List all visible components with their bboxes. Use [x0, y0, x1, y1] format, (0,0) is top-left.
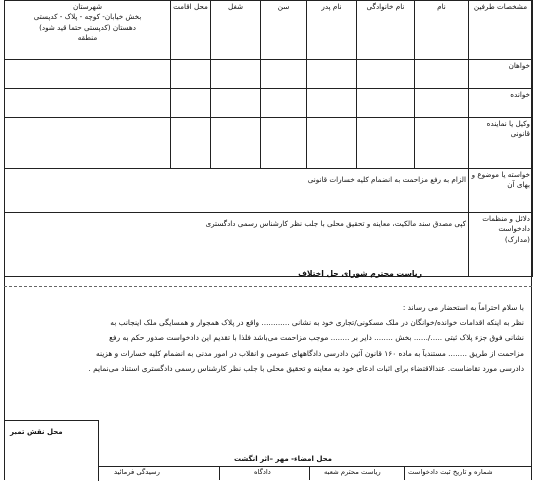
letter-greeting: با سلام احتراماً به استحضار می رساند : [402, 303, 524, 312]
request-value[interactable]: الزام به رفع مزاحمت به انضمام کلیه خسارات قانونی [5, 169, 469, 213]
table-header-row [5, 1, 533, 60]
table-row [5, 213, 533, 277]
header-job: شغل [211, 1, 261, 60]
row-label-evidence: دلائل و منظمات دادخواست (مدارک) [469, 213, 533, 277]
header-family: نام خانوادگی [357, 1, 415, 60]
table-row [5, 89, 533, 118]
cell[interactable] [357, 60, 415, 89]
evidence-value[interactable]: کپی مصدق سند مالکیت، معاینه و تحقیق محلی با جلب نظر کارشناس رسمی دادگستری [5, 213, 469, 277]
cell[interactable] [171, 118, 211, 169]
cell[interactable] [261, 118, 307, 169]
cell[interactable] [5, 89, 171, 118]
header-age: سن [261, 1, 307, 60]
court-cell: دادگاه [254, 468, 271, 476]
stamp-label: محل نقش تمبر [10, 428, 63, 436]
address-line: منطقه [77, 33, 98, 43]
table-row [5, 169, 533, 213]
divider [219, 466, 220, 480]
row-label-plaintiff: خواهان [469, 60, 533, 89]
row-label-lawyer: وکیل یا نماینده قانونی [469, 118, 533, 169]
cell[interactable] [307, 89, 357, 118]
divider [404, 466, 405, 480]
row-label-request: خواسته یا موضوع و بهای آن [469, 169, 533, 213]
address-line: بخش خیابان- کوچه - پلاک - کدپستی [33, 12, 142, 22]
letter-line: نظر به اینکه اقدامات خوانده/خوانگان در ملک مسکونی/تجاری خود به نشانی ............ واقع در پلاک همجوار و همسایگی ملک اینجانب به [110, 318, 524, 328]
address-line: شهرستان [73, 2, 102, 11]
cell[interactable] [5, 118, 171, 169]
letter-line: نشانی فوق جزء پلاک ثبتی ...../...... بخش ........ دایر بر ........ موجب مزاحمت می‌باشد فلذا با تقدیم این دادخواست صدور حکم به رفع [109, 333, 524, 343]
proceed-cell: رسیدگی فرمائید [114, 468, 160, 476]
header-father: نام پدر [307, 1, 357, 60]
cell[interactable] [5, 60, 171, 89]
letter-line: دادرسی مورد تقاضاست. عندالاقتضاء برای اثبات ادعای خود به معاینه و تحقیق محلی با جلب نظر کارشناس رسمی دادگستری استناد می‌نمایم . [88, 363, 524, 373]
header-residence: محل اقامت [171, 1, 211, 60]
cell[interactable] [211, 118, 261, 169]
cell[interactable] [171, 60, 211, 89]
header-name: نام [415, 1, 469, 60]
cell[interactable] [211, 60, 261, 89]
table-row [5, 60, 533, 89]
cell[interactable] [171, 89, 211, 118]
table-row [5, 118, 533, 169]
parties-table [4, 0, 533, 277]
cell[interactable] [415, 60, 469, 89]
cell[interactable] [415, 89, 469, 118]
letter-title: ریاست محترم شورای حل اختلاف [298, 269, 422, 278]
cell[interactable] [415, 118, 469, 169]
address-line: دهستان (کدپستی حتما قید شود) [39, 22, 136, 32]
cell[interactable] [261, 89, 307, 118]
divider [309, 466, 310, 480]
letter-line: مزاحمت از طریق ........ مستندبآ به ماده ۱۶۰ قانون آئین دادرسی دادگاههای عمومی و انقلاب در امور مدنی به انضمام کلیه خسارات و هزینه [96, 348, 524, 358]
cell[interactable] [261, 60, 307, 89]
divider [98, 466, 532, 467]
registration-cell: شماره و تاریخ ثبت دادخواست [408, 468, 493, 476]
cell[interactable] [307, 118, 357, 169]
letter-body [4, 300, 532, 376]
divider [4, 286, 532, 287]
branch-head-cell: ریاست محترم شعبه [324, 468, 381, 476]
petition-form [4, 0, 534, 480]
cell[interactable] [307, 60, 357, 89]
row-label-defendant: خوانده [469, 89, 533, 118]
cell[interactable] [357, 118, 415, 169]
signature-label: محل امضاء- مهر –اثر انگشت [234, 455, 332, 463]
header-address [5, 1, 171, 60]
cell[interactable] [357, 89, 415, 118]
header-specs: مشخصات طرفین [469, 1, 533, 60]
cell[interactable] [211, 89, 261, 118]
